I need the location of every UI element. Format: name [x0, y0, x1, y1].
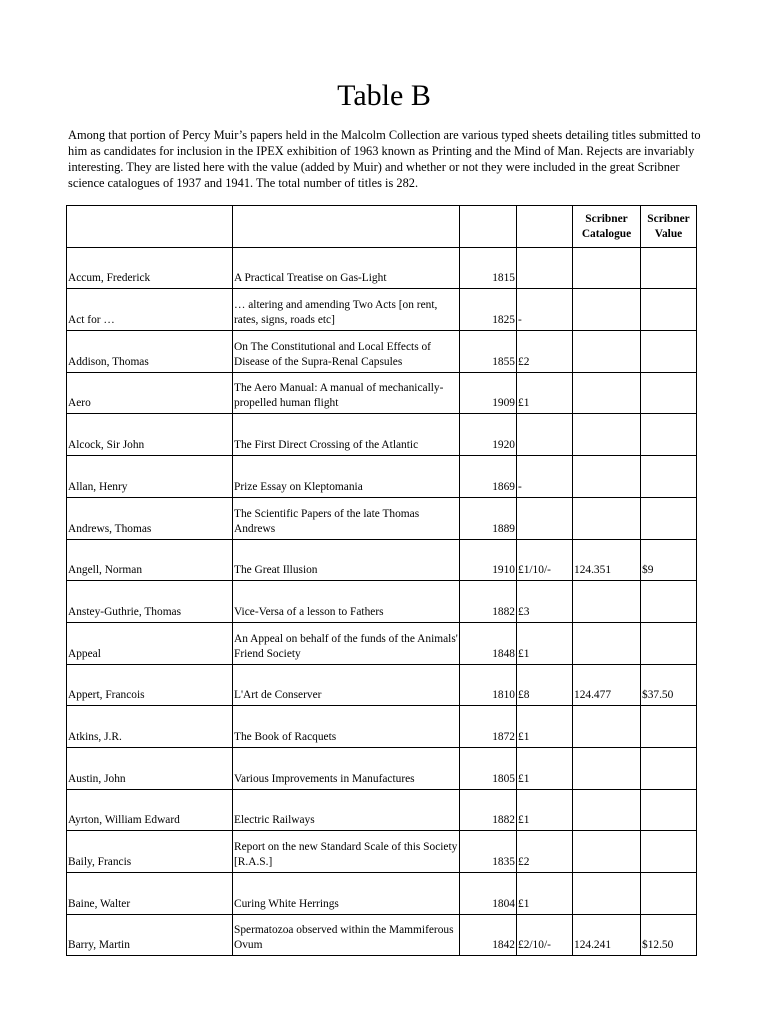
title-cell: Curing White Herrings: [233, 873, 460, 915]
scribner-value-cell: [641, 331, 697, 373]
table-row: [67, 664, 697, 706]
year-cell: 1804: [460, 873, 517, 915]
header-year: [460, 206, 517, 248]
scribner-value-cell: $12.50: [641, 914, 697, 956]
header-scribner-value: Scribner Value: [641, 206, 697, 248]
title-cell: Electric Railways: [233, 789, 460, 831]
author-cell: Barry, Martin: [67, 914, 233, 956]
value-cell: £1: [517, 747, 573, 789]
title-cell: L'Art de Conserver: [233, 664, 460, 706]
year-cell: 1909: [460, 372, 517, 414]
scribner-catalogue-cell: [573, 581, 641, 623]
year-cell: 1855: [460, 331, 517, 373]
author-cell: Accum, Frederick: [67, 247, 233, 289]
table-row: [67, 914, 697, 956]
year-cell: 1835: [460, 831, 517, 873]
title-cell: The Book of Racquets: [233, 706, 460, 748]
scribner-catalogue-cell: 124.241: [573, 914, 641, 956]
author-cell: Allan, Henry: [67, 456, 233, 498]
value-cell: £1/10/-: [517, 539, 573, 581]
year-cell: 1872: [460, 706, 517, 748]
table-row: [67, 331, 697, 373]
scribner-value-cell: [641, 247, 697, 289]
title-cell: Prize Essay on Kleptomania: [233, 456, 460, 498]
scribner-catalogue-cell: [573, 789, 641, 831]
value-cell: -: [517, 289, 573, 331]
author-cell: Baily, Francis: [67, 831, 233, 873]
scribner-value-cell: [641, 789, 697, 831]
intro-paragraph: Among that portion of Percy Muir’s papers held in the Malcolm Collection are various typed sheets detailing titles submitted to him as candidates for inclusion in the IPEX exhibition of 1963 known as Printing and the Mind of Man. Rejects are invariably interesting. They are listed here with the value (added by Muir) and whether or not they were included in the great Scribner science catalogues of 1937 and 1941. The total number of titles is 282.: [68, 128, 701, 190]
value-cell: £3: [517, 581, 573, 623]
scribner-catalogue-cell: [573, 497, 641, 539]
value-cell: £1: [517, 372, 573, 414]
author-cell: Angell, Norman: [67, 539, 233, 581]
scribner-catalogue-cell: [573, 706, 641, 748]
title-cell: A Practical Treatise on Gas-Light: [233, 247, 460, 289]
scribner-value-cell: [641, 747, 697, 789]
author-cell: Aero: [67, 372, 233, 414]
title-cell: The Aero Manual: A manual of mechanically-propelled human flight: [233, 372, 460, 414]
table-row: [67, 414, 697, 456]
table-row: [67, 873, 697, 915]
title-cell: An Appeal on behalf of the funds of the Animals' Friend Society: [233, 622, 460, 664]
value-cell: £8: [517, 664, 573, 706]
author-cell: Austin, John: [67, 747, 233, 789]
year-cell: 1910: [460, 539, 517, 581]
table-header-row: [67, 206, 697, 248]
header-scribner-catalogue: Scribner Catalogue: [573, 206, 641, 248]
scribner-catalogue-cell: [573, 372, 641, 414]
scribner-catalogue-cell: [573, 414, 641, 456]
header-value: [517, 206, 573, 248]
value-cell: £2: [517, 331, 573, 373]
year-cell: 1842: [460, 914, 517, 956]
year-cell: 1825: [460, 289, 517, 331]
scribner-catalogue-cell: [573, 831, 641, 873]
value-cell: £1: [517, 706, 573, 748]
value-cell: £1: [517, 873, 573, 915]
author-cell: Ayrton, William Edward: [67, 789, 233, 831]
scribner-value-cell: $37.50: [641, 664, 697, 706]
titles-table: [66, 205, 697, 956]
author-cell: Alcock, Sir John: [67, 414, 233, 456]
year-cell: 1848: [460, 622, 517, 664]
table-row: [67, 706, 697, 748]
scribner-value-cell: $9: [641, 539, 697, 581]
title-cell: The Great Illusion: [233, 539, 460, 581]
author-cell: Baine, Walter: [67, 873, 233, 915]
title-cell: On The Constitutional and Local Effects of Disease of the Supra-Renal Capsules: [233, 331, 460, 373]
author-cell: Appert, Francois: [67, 664, 233, 706]
scribner-value-cell: [641, 414, 697, 456]
title-cell: The Scientific Papers of the late Thomas Andrews: [233, 497, 460, 539]
value-cell: £2/10/-: [517, 914, 573, 956]
year-cell: 1805: [460, 747, 517, 789]
table-row: [67, 831, 697, 873]
value-cell: £1: [517, 622, 573, 664]
table-row: [67, 247, 697, 289]
value-cell: [517, 247, 573, 289]
scribner-value-cell: [641, 456, 697, 498]
scribner-value-cell: [641, 873, 697, 915]
scribner-catalogue-cell: [573, 289, 641, 331]
value-cell: £1: [517, 789, 573, 831]
table-row: [67, 581, 697, 623]
scribner-value-cell: [641, 289, 697, 331]
value-cell: -: [517, 456, 573, 498]
title-cell: The First Direct Crossing of the Atlantic: [233, 414, 460, 456]
table-row: [67, 497, 697, 539]
year-cell: 1810: [460, 664, 517, 706]
year-cell: 1920: [460, 414, 517, 456]
scribner-catalogue-cell: [573, 247, 641, 289]
scribner-value-cell: [641, 831, 697, 873]
scribner-value-cell: [641, 622, 697, 664]
year-cell: 1889: [460, 497, 517, 539]
table-row: [67, 456, 697, 498]
scribner-value-cell: [641, 706, 697, 748]
scribner-catalogue-cell: [573, 873, 641, 915]
table-row: [67, 289, 697, 331]
value-cell: [517, 414, 573, 456]
table-row: [67, 747, 697, 789]
author-cell: Act for …: [67, 289, 233, 331]
table-row: [67, 372, 697, 414]
scribner-catalogue-cell: 124.477: [573, 664, 641, 706]
year-cell: 1882: [460, 581, 517, 623]
title-cell: … altering and amending Two Acts [on rent, rates, signs, roads etc]: [233, 289, 460, 331]
scribner-value-cell: [641, 372, 697, 414]
table-row: [67, 622, 697, 664]
scribner-value-cell: [641, 581, 697, 623]
table-row: [67, 539, 697, 581]
header-author: [67, 206, 233, 248]
author-cell: Addison, Thomas: [67, 331, 233, 373]
page-title: Table B: [337, 79, 431, 112]
scribner-catalogue-cell: [573, 331, 641, 373]
author-cell: Andrews, Thomas: [67, 497, 233, 539]
author-cell: Anstey-Guthrie, Thomas: [67, 581, 233, 623]
title-cell: Spermatozoa observed within the Mammiferous Ovum: [233, 914, 460, 956]
scribner-catalogue-cell: [573, 456, 641, 498]
title-cell: Report on the new Standard Scale of this Society [R.A.S.]: [233, 831, 460, 873]
scribner-value-cell: [641, 497, 697, 539]
year-cell: 1815: [460, 247, 517, 289]
scribner-catalogue-cell: 124.351: [573, 539, 641, 581]
year-cell: 1882: [460, 789, 517, 831]
title-cell: Vice-Versa of a lesson to Fathers: [233, 581, 460, 623]
value-cell: [517, 497, 573, 539]
author-cell: Appeal: [67, 622, 233, 664]
table-row: [67, 789, 697, 831]
scribner-catalogue-cell: [573, 622, 641, 664]
title-cell: Various Improvements in Manufactures: [233, 747, 460, 789]
year-cell: 1869: [460, 456, 517, 498]
scribner-catalogue-cell: [573, 747, 641, 789]
table-body: [67, 247, 697, 956]
author-cell: Atkins, J.R.: [67, 706, 233, 748]
header-title: [233, 206, 460, 248]
value-cell: £2: [517, 831, 573, 873]
